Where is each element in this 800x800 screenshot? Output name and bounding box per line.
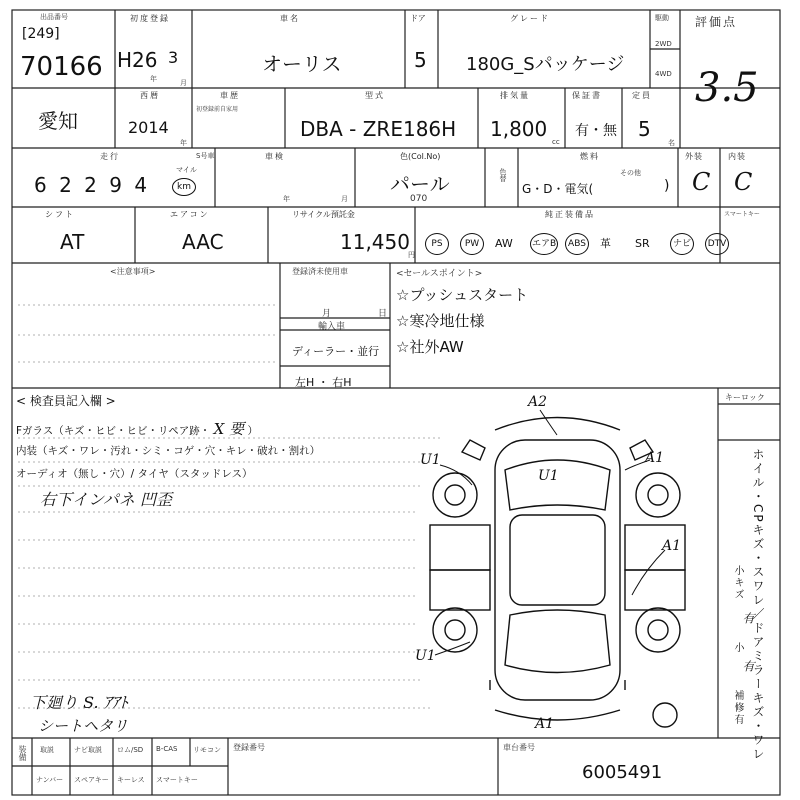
ac-label: エアコン	[170, 210, 210, 219]
color-label: 色(Col.No)	[400, 152, 441, 161]
legend-small: 小	[732, 642, 743, 654]
model: DBA - ZRE186H	[300, 117, 457, 141]
legend-repair: 補修有	[732, 690, 743, 726]
notes-label: <注意事項>	[110, 267, 156, 276]
exterior-label: 外装	[685, 152, 703, 161]
cc: 1,800	[490, 117, 548, 141]
mark-a2: A2	[528, 394, 548, 410]
handle-side: 左H ・ 右H	[295, 376, 352, 389]
fglass-text: Fガラス（キズ・ヒビ・ヒビ・リペア跡・	[16, 425, 211, 437]
fuel-close: )	[664, 178, 670, 194]
mileage-unit-label: S号車	[196, 152, 215, 160]
warranty-label: 保証書	[572, 91, 602, 100]
car-name-label: 車名	[280, 14, 300, 23]
model-label: 型式	[365, 91, 385, 100]
equip-plate: ナンバー	[36, 776, 64, 784]
rear-bumper-outline	[495, 710, 620, 720]
exterior-grade: C	[692, 168, 711, 196]
recycle-unit: 円	[408, 251, 415, 259]
chassis-number: 6005491	[582, 762, 663, 783]
equipment-item: DTV	[705, 233, 729, 255]
warranty: 有・無	[575, 123, 617, 139]
color-change-label: 色替	[499, 168, 507, 182]
color: パール	[390, 172, 450, 196]
car-damage-diagram	[400, 390, 715, 735]
equipment-list	[425, 233, 775, 257]
equipment-item: PS	[425, 233, 449, 255]
import-dealer: ディーラー・並行	[292, 345, 380, 358]
sales-point-1: ☆プッシュスタート	[396, 286, 529, 304]
first-reg-month-unit: 月	[180, 79, 187, 87]
mark-a1-right-door: A1	[662, 538, 682, 554]
cc-label: 排気量	[500, 91, 530, 100]
equipment-item: ナビ	[670, 233, 694, 255]
history-label: 車歴	[220, 91, 240, 100]
shift-label: シフト	[45, 210, 75, 219]
fuel: G・D・電気(	[522, 182, 594, 196]
sales-point-3: ☆社外AW	[396, 338, 464, 356]
left-mirror	[462, 440, 485, 460]
equip-smart-key: スマートキー	[156, 776, 198, 784]
legend-small-scratch-yes: 有	[741, 612, 755, 626]
equip-label: 装備	[18, 745, 27, 761]
wheel-front-right	[636, 473, 680, 517]
chassis-label: 車台番号	[503, 743, 535, 752]
mark-u1-rear-left: U1	[415, 648, 436, 664]
cc-unit: cc	[552, 138, 560, 146]
equipment-item: ABS	[565, 233, 589, 255]
reg-month: 月	[322, 309, 332, 319]
doors: 5	[414, 48, 427, 72]
seats-label: 定員	[632, 91, 652, 100]
drive-4wd: 4WD	[655, 70, 672, 78]
lot-sub: [249]	[22, 26, 60, 42]
wheel-rear-right	[636, 608, 680, 652]
mark-u1-hood: U1	[538, 468, 559, 484]
equipment-item: SR	[635, 237, 650, 250]
inspection-month: 月	[341, 195, 348, 203]
first-reg-label: 初度登録	[130, 14, 170, 23]
first-reg-year-unit: 年	[150, 75, 157, 83]
score: 3.5	[695, 65, 759, 111]
wheel-front-left	[433, 473, 477, 517]
smartkey-label: スマートキー	[724, 211, 760, 218]
equip-keyless: キーレス	[117, 776, 145, 784]
roof-outline	[510, 515, 605, 605]
sales-label: <セールスポイント>	[396, 269, 483, 279]
fuel-label: 燃料	[580, 152, 600, 161]
door-label: ドア	[410, 14, 426, 23]
mark-u1-front-left: U1	[420, 452, 441, 468]
interior-grade: C	[734, 168, 753, 196]
legend-small-scratch: 小キズ	[732, 565, 743, 601]
drive-label: 駆動	[655, 14, 669, 22]
first-reg-era: H26	[117, 48, 158, 72]
inspection-year: 年	[283, 195, 290, 203]
equipment-item: AW	[495, 237, 513, 250]
mileage-unit-alt: マイル	[176, 166, 197, 174]
mileage: 6 2 2 9 4	[34, 173, 151, 197]
area: 愛知	[38, 109, 78, 133]
legend-small-yes: 有	[741, 660, 755, 674]
left-front-door	[430, 525, 490, 570]
interior-line: 内装（キズ・ワレ・汚れ・シミ・コゲ・穴・キレ・破れ・割れ）	[16, 445, 321, 457]
wheel-rear-left	[433, 608, 477, 652]
equipment-label: 純正装備品	[545, 210, 595, 219]
audio-tire-line: オーディオ（無し・穴）/ タイヤ（スタッドレス）	[16, 468, 253, 480]
grade-label: グレード	[510, 14, 550, 23]
trunk-outline	[505, 610, 610, 673]
first-reg-month: 3	[168, 48, 179, 67]
equip-rom-sd: ロム/SD	[117, 746, 144, 754]
keylock-label: キーロック	[725, 393, 765, 402]
right-rear-door	[625, 570, 685, 610]
drive-2wd: 2WD	[655, 40, 672, 48]
fglass-close: ）	[247, 425, 258, 437]
inspection-label: 車検	[265, 152, 285, 161]
shift: AT	[60, 230, 85, 254]
reg-day: 日	[378, 309, 388, 319]
spare-tire-marker	[653, 703, 677, 727]
year-label: 西暦	[140, 91, 160, 100]
seats-unit: 名	[668, 139, 675, 147]
equipment-item: エアB	[530, 233, 558, 255]
ac: AAC	[182, 230, 224, 254]
grade: 180G_Sパッケージ	[466, 54, 625, 75]
note-underbody: 下廻り S. ｱｱﾄ	[30, 693, 128, 712]
year-unit: 年	[180, 139, 187, 147]
reg-label: 登録済未使用車	[292, 267, 348, 276]
fuel-other: その他	[620, 169, 641, 177]
sales-point-2: ☆寒冷地仕様	[396, 312, 485, 330]
lot-label: 出品番号	[40, 13, 68, 21]
equipment-item: 革	[600, 237, 611, 250]
color-no: 070	[410, 194, 428, 204]
recycle: 11,450	[340, 230, 410, 254]
score-label: 評価点	[695, 15, 738, 29]
lot-number: 70166	[20, 52, 103, 82]
mark-a1-front-right: A1	[645, 450, 665, 466]
equip-remote: リモコン	[193, 746, 221, 754]
equip-nav-manual: ナビ取説	[74, 746, 102, 754]
reg-no-label: 登録番号	[233, 743, 265, 752]
fglass-mark: X 要	[213, 420, 245, 438]
year: 2014	[128, 118, 169, 137]
wheel-mirror-legend: ホイル・CPキズ・スワレ／ドアミラーキズ・ワレ	[751, 448, 765, 762]
interior-label: 内装	[728, 152, 746, 161]
mileage-unit: km	[172, 178, 196, 196]
equipment-item: PW	[460, 233, 484, 255]
left-rear-door	[430, 570, 490, 610]
fglass-line	[16, 418, 258, 439]
equip-manual: 取説	[40, 746, 54, 754]
inspection-title: < 検査員記入欄 >	[16, 394, 116, 408]
car-name: オーリス	[262, 52, 342, 76]
recycle-label: リサイクル預託金	[292, 210, 355, 219]
history-sub: 初登録前自家用	[196, 106, 239, 113]
seats: 5	[638, 117, 651, 141]
equip-spare-key: スペアキー	[74, 776, 109, 784]
mark-a1-rear: A1	[535, 716, 555, 732]
equip-bcas: B-CAS	[156, 745, 178, 753]
note-dash-dent: 右下インパネ 凹歪	[40, 490, 172, 509]
import-label: 輸入車	[318, 322, 346, 332]
front-bumper-outline	[495, 418, 620, 431]
note-seat-wear: シートヘタリ	[38, 717, 129, 735]
mileage-label: 走行	[100, 152, 120, 161]
